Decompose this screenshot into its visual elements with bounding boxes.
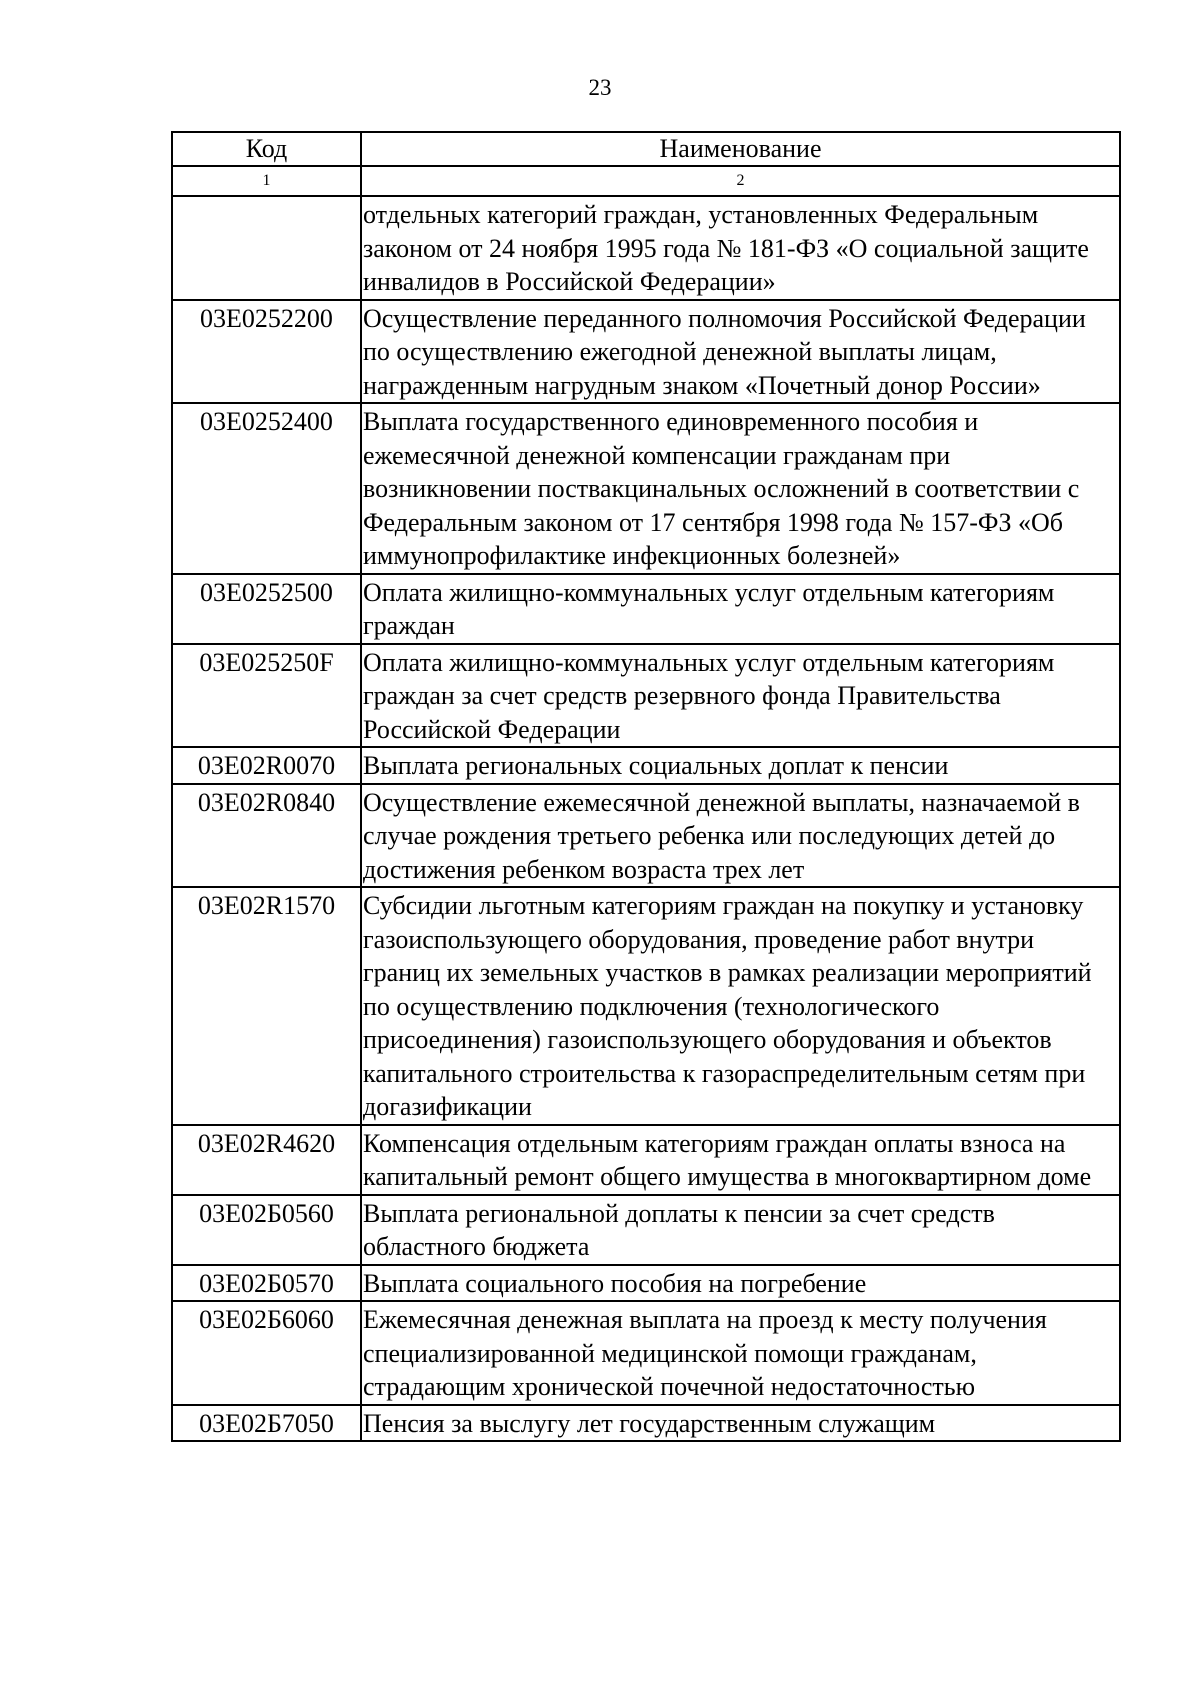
row-name: Оплата жилищно-коммунальных услуг отдельным категориям граждан за счет средств резервного фонда Правительства Российской Федерации [361, 644, 1120, 748]
row-name: Ежемесячная денежная выплата на проезд к месту получения специализированной медицинской помощи гражданам, страдающим хронической почечной недостаточностью [361, 1301, 1120, 1405]
header-code: Код [172, 132, 361, 166]
table-row [172, 1195, 1120, 1265]
row-name: Осуществление переданного полномочия Российской Федерации по осуществлению ежегодной денежной выплаты лицам, награжденным нагрудным знаком «Почетный донор России» [361, 300, 1120, 404]
row-name: Компенсация отдельным категориям граждан оплаты взноса на капитальный ремонт общего имущества в многоквартирном доме [361, 1125, 1120, 1195]
table-row [172, 887, 1120, 1125]
row-code: 03Е0252500 [172, 574, 361, 644]
table-row [172, 644, 1120, 748]
row-code: 03Е02R4620 [172, 1125, 361, 1195]
row-name: отдельных категорий граждан, установленных Федеральным законом от 24 ноября 1995 года № 181-ФЗ «О социальной защите инвалидов в Российской Федерации» [361, 196, 1120, 300]
table-row [172, 1405, 1120, 1442]
row-name: Субсидии льготным категориям граждан на покупку и установку газоиспользующего оборудования, проведение работ внутри границ их земельных участков в рамках реализации мероприятий по осуществлению подключения (технологического присоединения) газоиспользующего оборудования и объектов капитального строительства к газораспределительным сетям при догазификации [361, 887, 1120, 1125]
row-code: 03Е02Б0570 [172, 1265, 361, 1302]
row-name: Выплата региональных социальных доплат к пенсии [361, 747, 1120, 784]
table-row [172, 403, 1120, 574]
header-row [172, 132, 1120, 166]
row-name: Пенсия за выслугу лет государственным служащим [361, 1405, 1120, 1442]
table-row [172, 1301, 1120, 1405]
row-code: 03Е025250F [172, 644, 361, 748]
table-row [172, 784, 1120, 888]
row-name: Выплата региональной доплаты к пенсии за счет средств областного бюджета [361, 1195, 1120, 1265]
page-number: 23 [588, 75, 612, 100]
column-number-name: 2 [361, 166, 1120, 196]
table-row [172, 300, 1120, 404]
table-row [172, 1125, 1120, 1195]
table-row [172, 196, 1120, 300]
table-row [172, 747, 1120, 784]
row-code: 03Е02R0840 [172, 784, 361, 888]
row-code: 03Е0252200 [172, 300, 361, 404]
row-code: 03Е02Б0560 [172, 1195, 361, 1265]
header-name: Наименование [361, 132, 1120, 166]
row-name: Выплата социального пособия на погребение [361, 1265, 1120, 1302]
row-name: Оплата жилищно-коммунальных услуг отдельным категориям граждан [361, 574, 1120, 644]
column-number-row [172, 166, 1120, 196]
row-name: Выплата государственного единовременного пособия и ежемесячной денежной компенсации гражданам при возникновении поствакцинальных осложнений в соответствии с Федеральным законом от 17 сентября 1998 года № 157-ФЗ «Об иммунопрофилактике инфекционных болезней» [361, 403, 1120, 574]
row-code: 03Е02Б6060 [172, 1301, 361, 1405]
row-code: 03Е0252400 [172, 403, 361, 574]
table-row [172, 574, 1120, 644]
row-code: 03Е02R1570 [172, 887, 361, 1125]
row-code: 03Е02Б7050 [172, 1405, 361, 1442]
table-row [172, 1265, 1120, 1302]
row-code: 03Е02R0070 [172, 747, 361, 784]
row-code [172, 196, 361, 300]
column-number-code: 1 [172, 166, 361, 196]
budget-codes-table [171, 131, 1121, 1442]
row-name: Осуществление ежемесячной денежной выплаты, назначаемой в случае рождения третьего ребенка или последующих детей до достижения ребенком возраста трех лет [361, 784, 1120, 888]
